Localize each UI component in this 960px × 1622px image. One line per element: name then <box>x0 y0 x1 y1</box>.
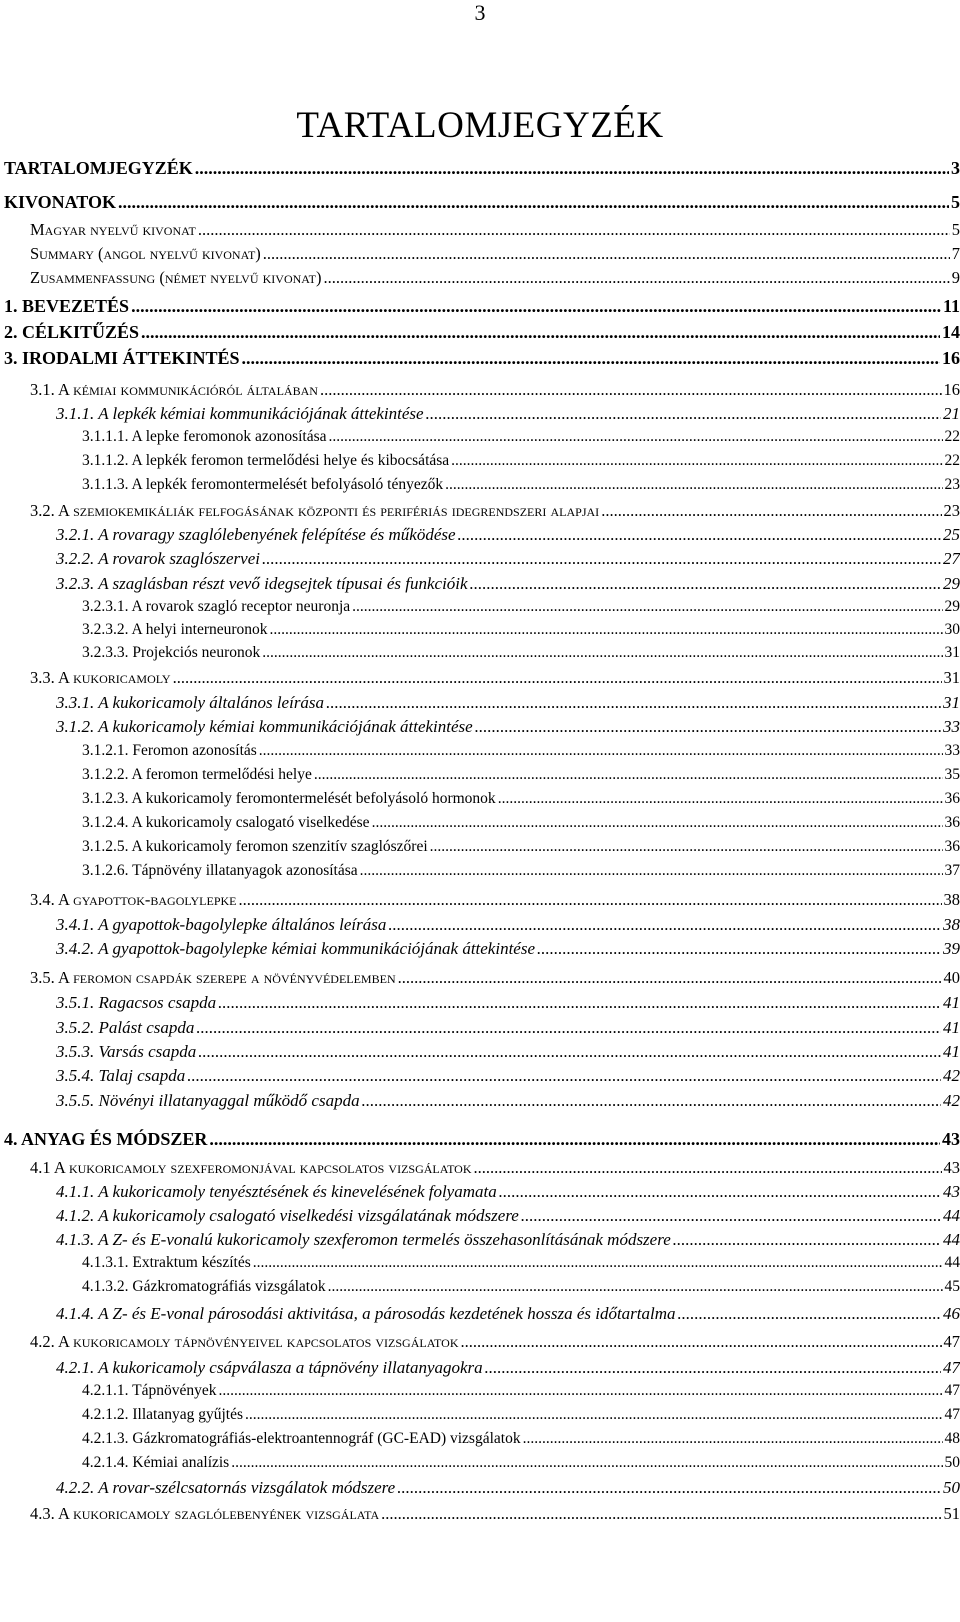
toc-entry[interactable] <box>82 644 960 662</box>
toc-entry-page: 23 <box>943 501 960 520</box>
toc-entry-page: 47 <box>943 1358 960 1377</box>
toc-entry-page: 7 <box>951 244 960 263</box>
toc-entry[interactable] <box>82 1454 960 1472</box>
toc-entry-page: 37 <box>944 862 960 879</box>
toc-entry-label: Magyar nyelvű kivonat <box>30 220 196 239</box>
dot-leader <box>601 501 941 521</box>
toc-entry[interactable] <box>30 1158 960 1178</box>
toc-entry-label: 4.2. A kukoricamoly tápnövényeivel kapcsolatos vizsgálatok <box>30 1332 459 1351</box>
toc-entry-label: 3.1.2.5. A kukoricamoly feromon szenzitív szaglószőrei <box>82 838 428 855</box>
dot-leader <box>458 525 941 545</box>
toc-entry[interactable] <box>30 380 960 400</box>
toc-entry-page: 21 <box>943 404 960 423</box>
toc-entry-page: 48 <box>944 1430 960 1447</box>
toc-entry-label: 3.4.1. A gyapottok-bagolylepke általános leírása <box>56 915 387 934</box>
toc-entry-label: 3.1.1.3. A lepkék feromontermelését befolyásoló tényezők <box>82 476 444 493</box>
toc-entry[interactable] <box>30 244 960 264</box>
dot-leader <box>239 890 942 910</box>
toc-entry[interactable] <box>56 404 960 424</box>
dot-leader <box>242 348 940 369</box>
toc-entry-page: 44 <box>943 1230 960 1249</box>
toc-entry-page: 27 <box>943 549 960 568</box>
toc-entry[interactable] <box>30 668 960 688</box>
toc-entry-label: 3.2. A szemiokemikáliák felfogásának központi és perifériás idegrendszeri alapjai <box>30 501 600 520</box>
toc-entry-label: 3.1.2.2. A feromon termelődési helye <box>82 766 312 783</box>
toc-entry[interactable] <box>82 1382 960 1400</box>
dot-leader <box>426 404 941 424</box>
dot-leader <box>451 452 942 470</box>
toc-entry-page: 50 <box>943 1478 960 1497</box>
toc-entry[interactable] <box>82 452 960 470</box>
toc-entry-label: 4.3. A kukoricamoly szaglólebenyének vizsgálata <box>30 1504 380 1523</box>
dot-leader <box>523 1430 943 1448</box>
dot-leader <box>430 838 943 856</box>
toc-entry-label: 3.1.1.1. A lepke feromonok azonosítása <box>82 428 327 445</box>
toc-entry-page: 11 <box>942 296 960 316</box>
toc-entry[interactable] <box>82 1254 960 1272</box>
toc-entry-page: 44 <box>943 1206 960 1225</box>
toc-entry[interactable] <box>56 574 960 594</box>
toc-entry-page: 22 <box>944 452 960 469</box>
toc-entry-label: 3.4.2. A gyapottok-bagolylepke kémiai kommunikációjának áttekintése <box>56 939 536 958</box>
toc-entry-page: 36 <box>944 838 960 855</box>
dot-leader <box>326 693 941 713</box>
toc-entry-label: 3.2.3. A szaglásban részt vevő idegsejtek típusai és funkcióik <box>56 574 468 593</box>
toc-entry-page: 42 <box>943 1091 960 1110</box>
toc-entry[interactable] <box>30 1504 960 1524</box>
dot-leader <box>362 1091 941 1111</box>
toc-entry-page: 35 <box>944 766 960 783</box>
toc-entry[interactable] <box>82 742 960 760</box>
toc-entry-label: 3.5.5. Növényi illatanyaggal működő csapda <box>56 1091 360 1110</box>
toc-entry-label: 3.1.2.3. A kukoricamoly feromontermelését befolyásoló hormonok <box>82 790 496 807</box>
dot-leader <box>231 1454 942 1472</box>
toc-entry-label: 3.1.1. A lepkék kémiai kommunikációjának áttekintése <box>56 404 424 423</box>
toc-entry-page: 43 <box>943 1158 960 1177</box>
toc-entry-page: 43 <box>943 1182 960 1201</box>
toc-entry[interactable] <box>82 598 960 616</box>
toc-entry[interactable] <box>56 693 960 713</box>
toc-entry-page: 33 <box>943 717 960 736</box>
dot-leader <box>537 939 941 959</box>
toc-entry-label: 4.1 A kukoricamoly szexferomonjával kapcsolatos vizsgálatok <box>30 1158 472 1177</box>
toc-entry[interactable] <box>56 525 960 545</box>
dot-leader <box>678 1304 941 1324</box>
toc-entry-label: 3.2.1. A rovaragy szaglólebenyének felépítése és működése <box>56 525 456 544</box>
toc-entry-page: 16 <box>943 380 960 399</box>
toc-entry[interactable] <box>4 192 960 213</box>
dot-leader <box>173 668 942 688</box>
dot-leader <box>398 968 942 988</box>
toc-entry-label: 4.1.4. A Z- és E-vonal párosodási aktivitása, a párosodás kezdetének hossza és időtartalma <box>56 1304 676 1323</box>
toc-entry-label: KIVONATOK <box>4 192 116 212</box>
toc-entry-label: 4.2.1.4. Kémiai analízis <box>82 1454 230 1471</box>
toc-entry[interactable] <box>82 814 960 832</box>
toc-entry-label: 2. CÉLKITŰZÉS <box>4 322 140 342</box>
toc-entry-page: 50 <box>944 1454 960 1471</box>
toc-entry[interactable] <box>82 766 960 784</box>
toc-entry-label: 4.1.1. A kukoricamoly tenyésztésének és kinevelésének folyamata <box>56 1182 497 1201</box>
toc-entry-label: 4.1.2. A kukoricamoly csalogató viselkedési vizsgálatának módszere <box>56 1206 519 1225</box>
toc-entry-page: 45 <box>944 1278 960 1295</box>
toc-entry[interactable] <box>82 790 960 808</box>
toc-entry-page: 40 <box>943 968 960 987</box>
dot-leader <box>218 993 941 1013</box>
toc-entry[interactable] <box>4 322 960 343</box>
toc-entry-label: Summary (angol nyelvű kivonat) <box>30 244 261 263</box>
toc-entry[interactable] <box>56 549 960 569</box>
toc-entry[interactable] <box>82 838 960 856</box>
toc-entry[interactable] <box>56 915 960 935</box>
toc-entry-page: 25 <box>943 525 960 544</box>
dot-leader <box>445 476 942 494</box>
dot-leader <box>673 1230 941 1250</box>
dot-leader <box>470 574 941 594</box>
toc-entry-label: 4.2.1.1. Tápnövények <box>82 1382 217 1399</box>
toc-entry-label: 3.5.1. Ragacsos csapda <box>56 993 217 1012</box>
toc-entry-page: 31 <box>944 644 960 661</box>
toc-entry-label: 4.1.3.1. Extraktum készítés <box>82 1254 251 1271</box>
toc-entry-label: 3.2.2. A rovarok szaglószervei <box>56 549 260 568</box>
dot-leader <box>198 220 950 240</box>
dot-leader <box>485 1358 941 1378</box>
toc-entry[interactable] <box>56 1478 960 1498</box>
toc-entry-page: 41 <box>943 993 960 1012</box>
dot-leader <box>475 717 941 737</box>
toc-entry-page: 47 <box>943 1332 960 1351</box>
toc-entry-page: 43 <box>942 1129 960 1149</box>
dot-leader <box>263 244 950 264</box>
toc-entry-label: 4.2.2. A rovar-szélcsatornás vizsgálatok módszere <box>56 1478 396 1497</box>
dot-leader <box>270 621 943 639</box>
toc-entry-label: 3.5.3. Varsás csapda <box>56 1042 197 1061</box>
dot-leader <box>521 1206 941 1226</box>
toc-entry-label: 3.1.2.1. Feromon azonosítás <box>82 742 257 759</box>
dot-leader <box>498 790 943 808</box>
dot-leader <box>195 158 949 179</box>
toc-entry-page: 31 <box>943 693 960 712</box>
toc-entry-label: 1. BEVEZETÉS <box>4 296 130 316</box>
toc-entry-page: 46 <box>943 1304 960 1323</box>
dot-leader <box>320 380 942 400</box>
dot-leader <box>209 1129 940 1150</box>
toc-entry[interactable] <box>56 1230 960 1250</box>
dot-leader <box>259 742 943 760</box>
toc-entry-page: 16 <box>942 348 960 368</box>
toc-entry-label: 3.1.2.4. A kukoricamoly csalogató viselkedése <box>82 814 370 831</box>
toc-entry[interactable] <box>56 1091 960 1111</box>
page-title: TARTALOMJEGYZÉK <box>296 105 664 146</box>
toc-entry-label: 3.1.1.2. A lepkék feromon termelődési helye és kibocsátása <box>82 452 450 469</box>
toc-entry-label: 3.1.2. A kukoricamoly kémiai kommunikációjának áttekintése <box>56 717 473 736</box>
dot-leader <box>352 598 942 616</box>
toc-entry[interactable] <box>56 993 960 1013</box>
toc-entry-page: 9 <box>951 268 960 287</box>
dot-leader <box>218 1382 942 1400</box>
toc-entry-page: 51 <box>943 1504 960 1523</box>
toc-entry-label: 3.5.2. Palást csapda <box>56 1018 195 1037</box>
toc-entry-label: 3.5.4. Talaj csapda <box>56 1066 186 1085</box>
dot-leader <box>141 322 940 343</box>
toc-entry[interactable] <box>82 621 960 639</box>
toc-entry-page: 42 <box>943 1066 960 1085</box>
toc-entry-page: 44 <box>944 1254 960 1271</box>
toc-entry[interactable] <box>82 428 960 446</box>
dot-leader <box>187 1066 941 1086</box>
toc-entry[interactable] <box>4 1129 960 1150</box>
toc-entry[interactable] <box>56 1066 960 1086</box>
toc-entry-page: 29 <box>944 598 960 615</box>
dot-leader <box>461 1332 942 1352</box>
toc-entry-page: 14 <box>942 322 960 342</box>
toc-entry[interactable] <box>82 1406 960 1424</box>
toc-entry[interactable] <box>4 158 960 179</box>
toc-entry-page: 33 <box>944 742 960 759</box>
toc-entry-label: TARTALOMJEGYZÉK <box>4 158 193 178</box>
dot-leader <box>245 1406 943 1424</box>
toc-entry-label: Zusammenfassung (német nyelvű kivonat) <box>30 268 322 287</box>
toc-entry[interactable] <box>4 348 960 369</box>
toc-entry[interactable] <box>56 939 960 959</box>
toc-entry-label: 3.3.1. A kukoricamoly általános leírása <box>56 693 325 712</box>
toc-entry[interactable] <box>30 501 960 521</box>
dot-leader <box>314 766 943 784</box>
toc-entry-page: 38 <box>943 890 960 909</box>
toc-entry-page: 39 <box>943 939 960 958</box>
dot-leader <box>360 862 943 880</box>
toc-entry-label: 3.2.3.1. A rovarok szagló receptor neuronja <box>82 598 351 615</box>
toc-entry[interactable] <box>82 476 960 494</box>
toc-entry-page: 47 <box>944 1382 960 1399</box>
toc-entry-label: 3.3. A kukoricamoly <box>30 668 171 687</box>
toc-entry[interactable] <box>82 1430 960 1448</box>
page-number: 3 <box>474 0 486 25</box>
dot-leader <box>131 296 941 317</box>
toc-entry[interactable] <box>56 1182 960 1202</box>
toc-entry[interactable] <box>82 1278 960 1296</box>
dot-leader <box>474 1158 942 1178</box>
toc-entry[interactable] <box>56 1206 960 1226</box>
toc-entry-page: 41 <box>943 1042 960 1061</box>
toc-entry-page: 38 <box>943 915 960 934</box>
dot-leader <box>262 549 941 569</box>
toc-entry[interactable] <box>30 1332 960 1352</box>
toc-entry-page: 31 <box>943 668 960 687</box>
toc-entry-label: 3.1.2.6. Tápnövény illatanyagok azonosítása <box>82 862 358 879</box>
dot-leader <box>262 644 942 662</box>
dot-leader <box>397 1478 941 1498</box>
toc-entry-label: 3.1. A kémiai kommunikációról általában <box>30 380 318 399</box>
toc-entry[interactable] <box>56 1042 960 1062</box>
dot-leader <box>323 268 949 288</box>
toc-entry[interactable] <box>82 862 960 880</box>
toc-entry-page: 5 <box>951 192 960 212</box>
toc-entry-label: 4.2.1.2. Illatanyag gyűjtés <box>82 1406 243 1423</box>
toc-entry-label: 4.2.1. A kukoricamoly csápválasza a tápnövény illatanyagokra <box>56 1358 483 1377</box>
toc-entry[interactable] <box>30 220 960 240</box>
toc-entry-label: 3.2.3.2. A helyi interneuronok <box>82 621 268 638</box>
toc-entry-page: 41 <box>943 1018 960 1037</box>
toc-entry-page: 30 <box>944 621 960 638</box>
toc-entry[interactable] <box>56 717 960 737</box>
toc-entry-label: 3.2.3.3. Projekciós neuronok <box>82 644 261 661</box>
toc-entry-page: 47 <box>944 1406 960 1423</box>
dot-leader <box>253 1254 943 1272</box>
toc-entry-label: 3. IRODALMI ÁTTEKINTÉS <box>4 348 240 368</box>
dot-leader <box>118 192 949 213</box>
toc-entry[interactable] <box>4 296 960 317</box>
toc-entry-label: 4.1.3.2. Gázkromatográfiás vizsgálatok <box>82 1278 326 1295</box>
dot-leader <box>381 1504 941 1524</box>
toc-entry-label: 4. ANYAG ÉS MÓDSZER <box>4 1129 208 1149</box>
toc-entry-page: 22 <box>944 428 960 445</box>
dot-leader <box>388 915 941 935</box>
toc-entry-page: 23 <box>944 476 960 493</box>
toc-entry-label: 4.2.1.3. Gázkromatográfiás-elektroantennográf (GC-EAD) vizsgálatok <box>82 1430 521 1447</box>
dot-leader <box>196 1018 941 1038</box>
dot-leader <box>372 814 943 832</box>
toc-entry-page: 29 <box>943 574 960 593</box>
toc-entry[interactable] <box>56 1018 960 1038</box>
toc-entry-page: 5 <box>951 220 960 239</box>
toc-entry[interactable] <box>30 890 960 910</box>
toc-entry[interactable] <box>56 1358 960 1378</box>
toc-entry-page: 3 <box>951 158 960 178</box>
dot-leader <box>499 1182 941 1202</box>
toc-entry-label: 4.1.3. A Z- és E-vonalú kukoricamoly szexferomon termelés összehasonlításának módszere <box>56 1230 671 1249</box>
dot-leader <box>328 1278 943 1296</box>
dot-leader <box>329 428 943 446</box>
toc-entry-page: 36 <box>944 790 960 807</box>
toc-entry[interactable] <box>30 268 960 288</box>
toc-entry[interactable] <box>30 968 960 988</box>
toc-entry-page: 36 <box>944 814 960 831</box>
toc-entry[interactable] <box>56 1304 960 1324</box>
dot-leader <box>198 1042 941 1062</box>
toc-entry-label: 3.5. A feromon csapdák szerepe a növényvédelemben <box>30 968 396 987</box>
toc-entry-label: 3.4. A gyapottok-bagolylepke <box>30 890 237 909</box>
